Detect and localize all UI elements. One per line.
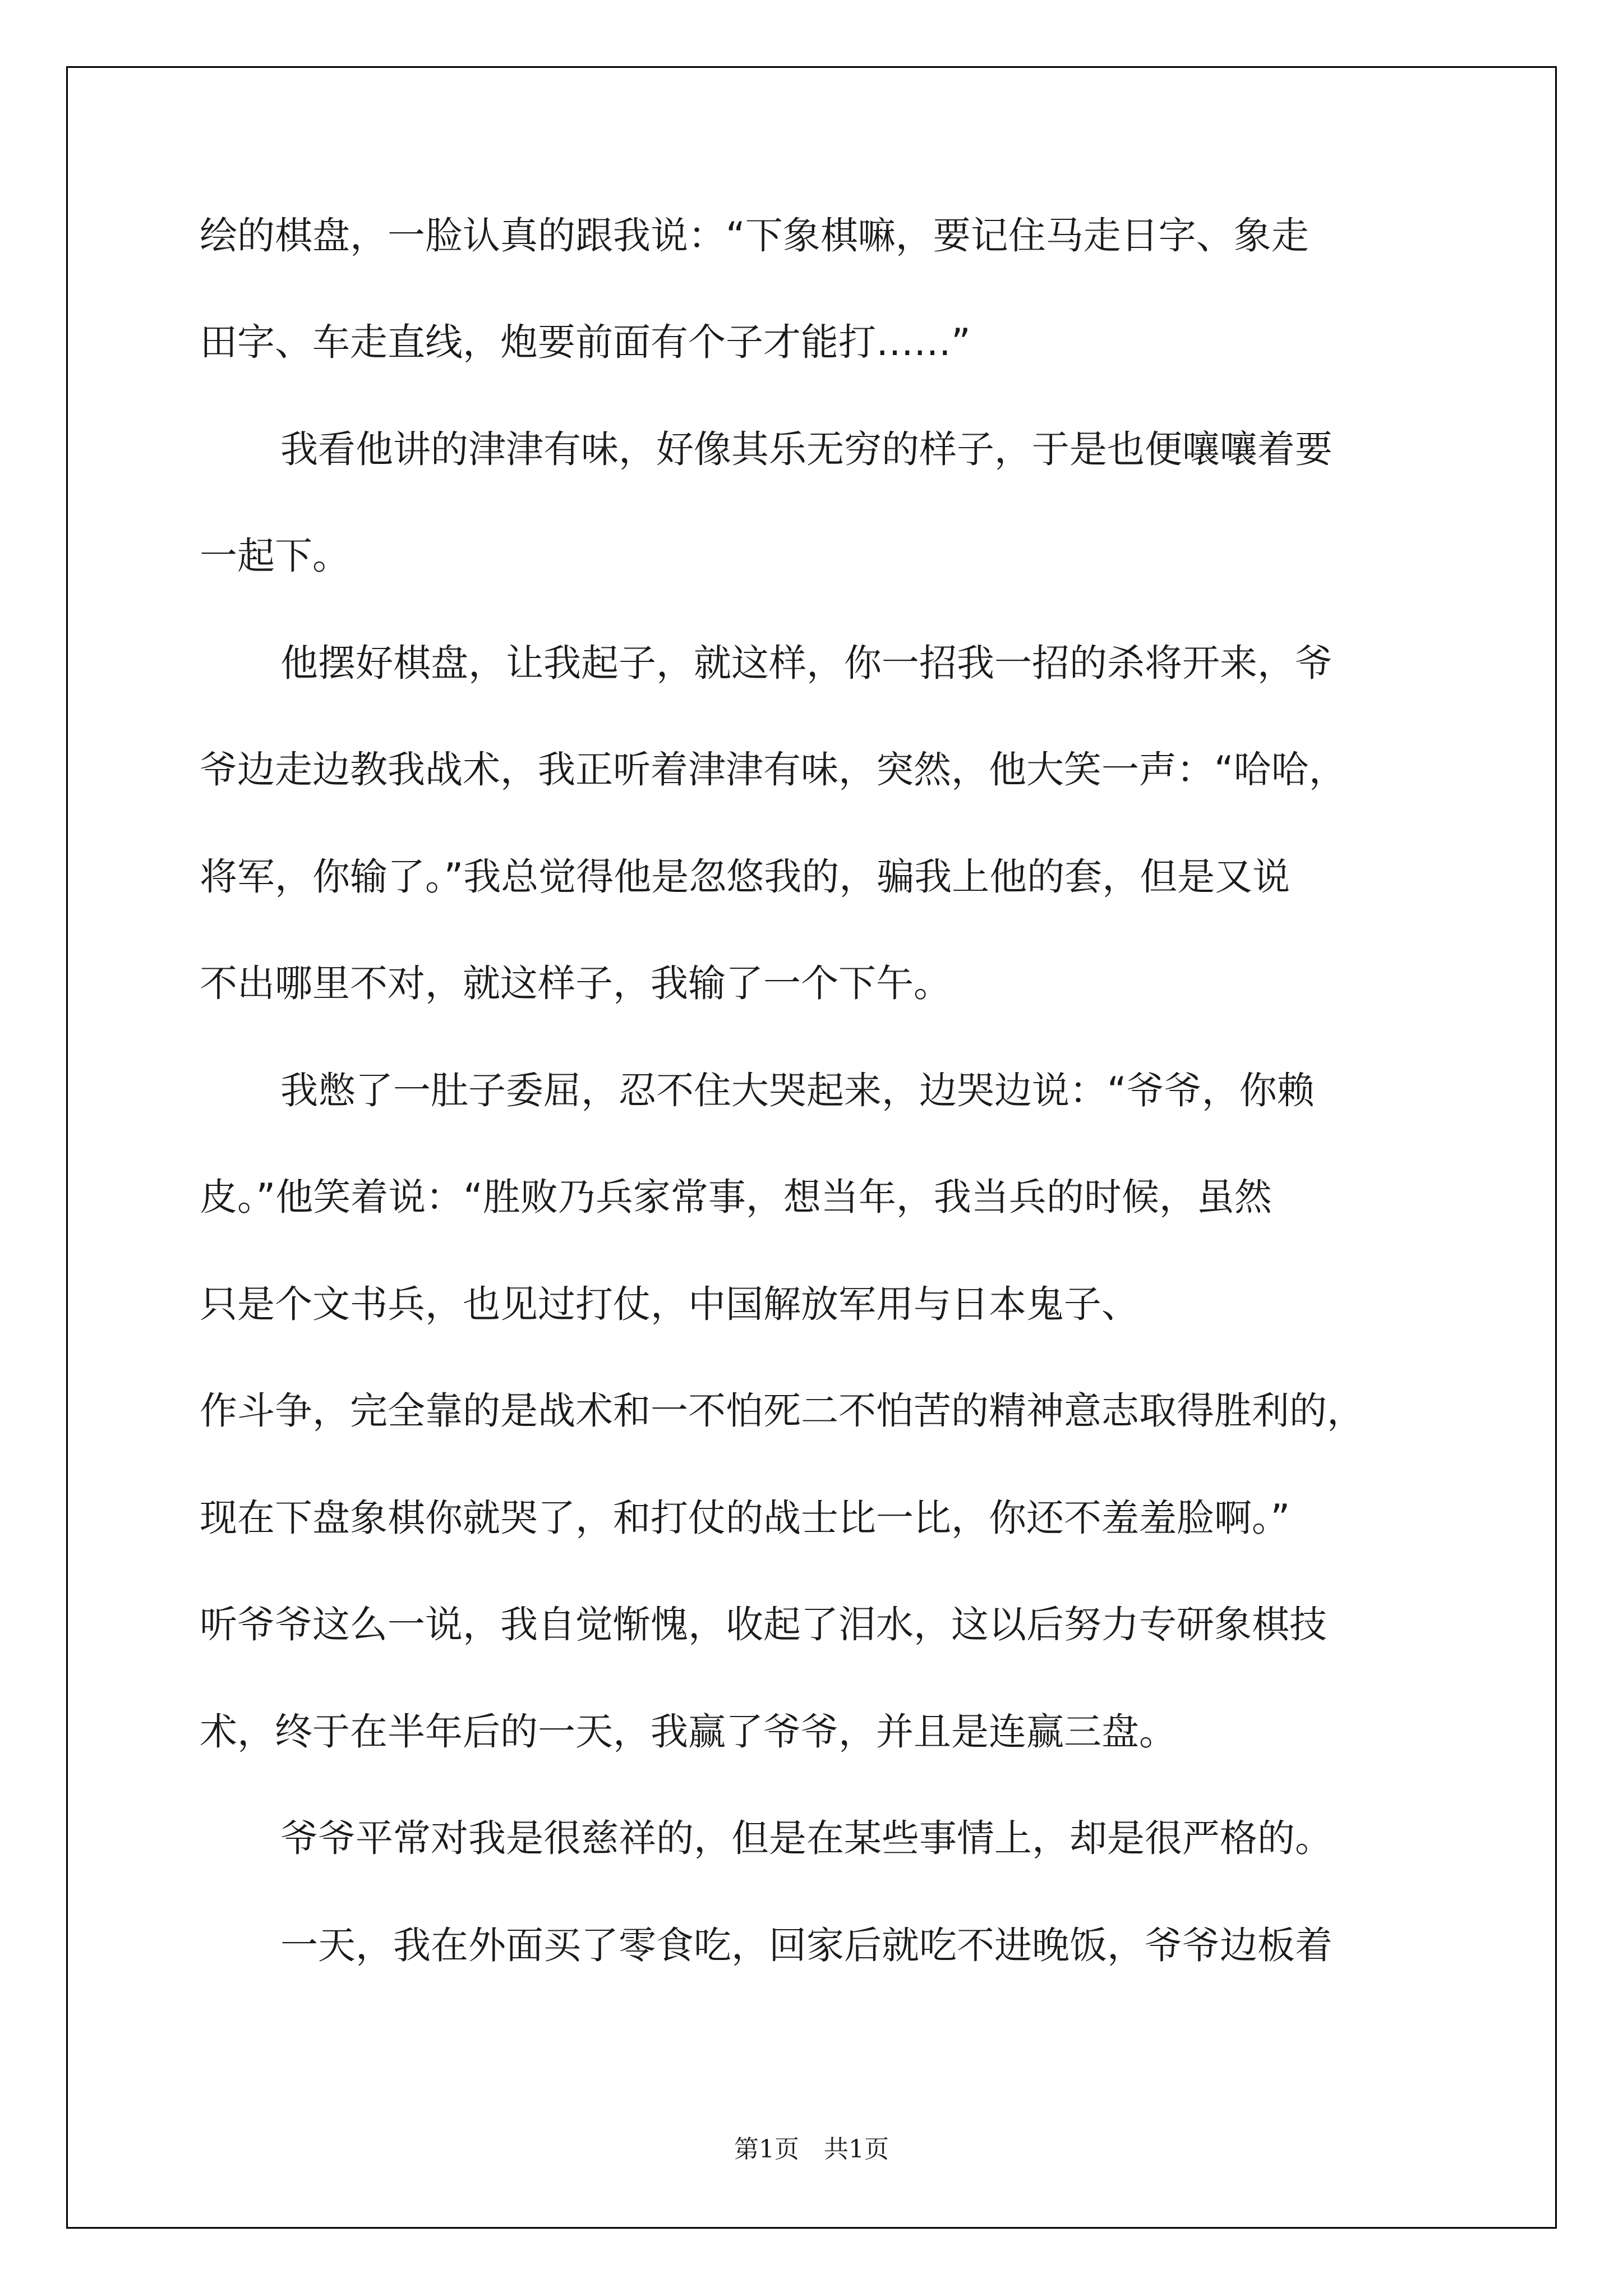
text-line: 作斗争，完全靠的是战术和一不怕死二不怕苦的精神意志取得胜利的， bbox=[200, 1389, 1364, 1433]
text-line: 将军，你输了。”我总觉得他是忽悠我的，骗我上他的套，但是又说 bbox=[200, 855, 1290, 899]
text-line: 术，终于在半年后的一天，我赢了爷爷，并且是连赢三盘。 bbox=[200, 1710, 1177, 1754]
text-line: 他摆好棋盘，让我起子，就这样，你一招我一招的杀将开来，爷 bbox=[280, 641, 1332, 685]
text-line: 现在下盘象棋你就哭了，和打仗的战士比一比，你还不羞羞脸啊。” bbox=[200, 1496, 1290, 1540]
text-line: 田字、车走直线，炮要前面有个子才能打……” bbox=[200, 320, 971, 364]
text-line: 一起下。 bbox=[200, 534, 350, 578]
text-line: 不出哪里不对，就这样子，我输了一个下午。 bbox=[200, 961, 951, 1005]
text-line: 爷边走边教我战术，我正听着津津有味，突然，他大笑一声：“哈哈， bbox=[200, 748, 1347, 792]
text-line: 一天，我在外面买了零食吃，回家后就吃不进晚饭，爷爷边板着 bbox=[280, 1924, 1332, 1967]
text-line: 绘的棋盘，一脸认真的跟我说：“下象棋嘛，要记住马走日字、象走 bbox=[200, 214, 1309, 257]
page-border bbox=[66, 66, 1557, 2229]
page-number: 第1页 共1页 bbox=[734, 2135, 889, 2164]
text-line: 我看他讲的津津有味，好像其乐无穷的样子，于是也便嚷嚷着要 bbox=[280, 427, 1332, 471]
text-line: 只是个文书兵，也见过打仗，中国解放军用与日本鬼子、 bbox=[200, 1282, 1139, 1326]
text-line: 皮。”他笑着说：“胜败乃兵家常事，想当年，我当兵的时候，虽然 bbox=[200, 1175, 1272, 1219]
text-line: 爷爷平常对我是很慈祥的，但是在某些事情上，却是很严格的。 bbox=[280, 1816, 1332, 1860]
text-line: 我憋了一肚子委屈，忍不住大哭起来，边哭边说：“爷爷，你赖 bbox=[280, 1069, 1315, 1112]
text-line: 听爷爷这么一说，我自觉惭愧，收起了泪水，这以后努力专研象棋技 bbox=[200, 1603, 1327, 1646]
